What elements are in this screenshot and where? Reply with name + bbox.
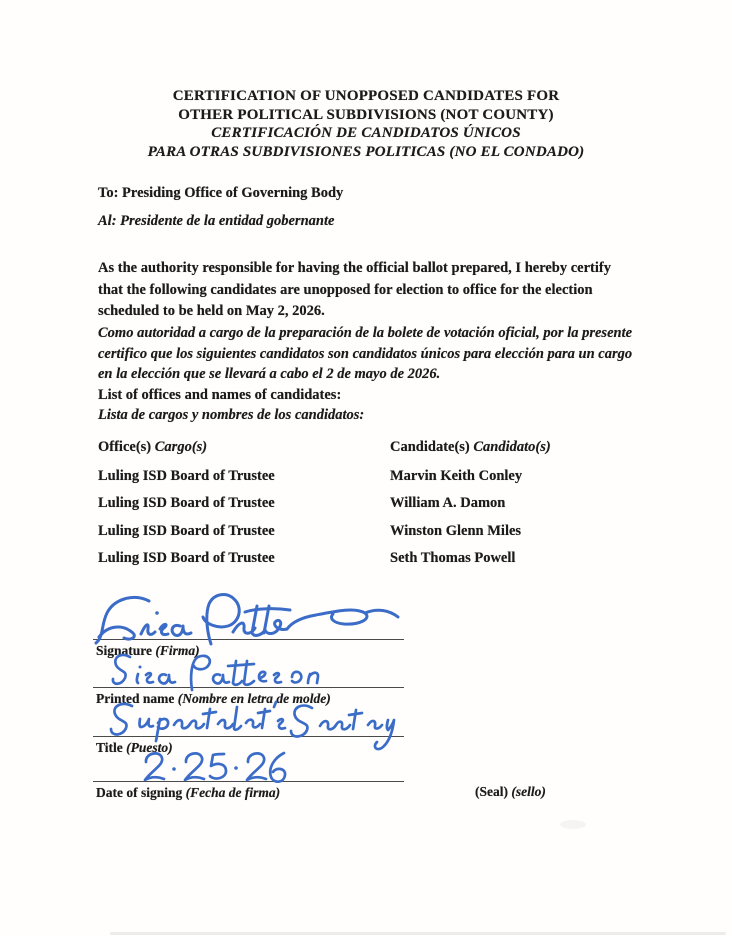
office-cell: Luling ISD Board of Trustee (98, 523, 275, 539)
signature-label: Signature (Firma) (96, 643, 200, 658)
certification-paragraph-english: As the authority responsible for having the official ballot prepared, I hereby certify that the following candidates are unopposed for election to office for the election scheduled to be held on May 2, 2026. (98, 260, 611, 319)
printed-name-handwriting (106, 650, 354, 692)
title-line-3-spanish: CERTIFICACIÓN DE CANDIDATOS ÚNICOS (211, 125, 521, 142)
candidate-row (98, 550, 692, 567)
candidate-cell: William A. Damon (390, 495, 506, 511)
title-label: Title (Puesto) (96, 740, 173, 755)
seal-label: (Seal) (sello) (475, 784, 546, 799)
list-intro-english: List of offices and names of candidates: (98, 387, 342, 403)
title-line-4-spanish: PARA OTRAS SUBDIVISIONES POLITICAS (NO EL CONDADO) (147, 143, 585, 160)
title-line-2: OTHER POLITICAL SUBDIVISIONS (NOT COUNTY) (178, 106, 554, 123)
certification-paragraph-spanish: Como autoridad a cargo de la preparación de la bolete de votación oficial, por la presente certifico que los siguientes candidatos son candidatos únicos para elección para un cargo en la elección que se llevará a cabo el 2 de mayo de 2026. (98, 325, 633, 382)
list-intro (98, 386, 364, 425)
office-cell: Luling ISD Board of Trustee (98, 495, 275, 511)
title-handwriting (102, 697, 450, 755)
document-title (0, 87, 732, 161)
date-of-signing-label: Date of signing (Fecha de firma) (96, 785, 281, 800)
addressee-english: To: Presiding Office of Governing Body (98, 185, 344, 201)
office-column-header: Office(s) Cargo(s) (98, 439, 208, 455)
title-line-1: CERTIFICATION OF UNOPPOSED CANDIDATES FOR (172, 88, 560, 104)
candidate-cell: Marvin Keith Conley (390, 468, 523, 484)
signature-handwriting (92, 592, 422, 652)
candidate-row (98, 495, 692, 512)
scan-smudge (560, 820, 586, 829)
date-handwriting (136, 750, 296, 790)
candidate-row (98, 468, 692, 485)
candidate-cell: Winston Glenn Miles (390, 523, 522, 539)
table-header-row (98, 439, 692, 456)
scan-edge-artifact (110, 932, 726, 935)
candidate-cell: Seth Thomas Powell (390, 550, 516, 566)
candidate-column-header: Candidate(s) Candidato(s) (390, 439, 551, 455)
list-intro-spanish: Lista de cargos y nombres de los candidatos: (98, 406, 365, 423)
candidate-row (98, 523, 692, 540)
office-cell: Luling ISD Board of Trustee (98, 468, 275, 484)
office-cell: Luling ISD Board of Trustee (98, 550, 275, 566)
printed-name-label: Printed name (Nombre en letra de molde) (96, 691, 331, 706)
addressee-spanish: Al: Presidente de la entidad gobernante (98, 213, 335, 229)
